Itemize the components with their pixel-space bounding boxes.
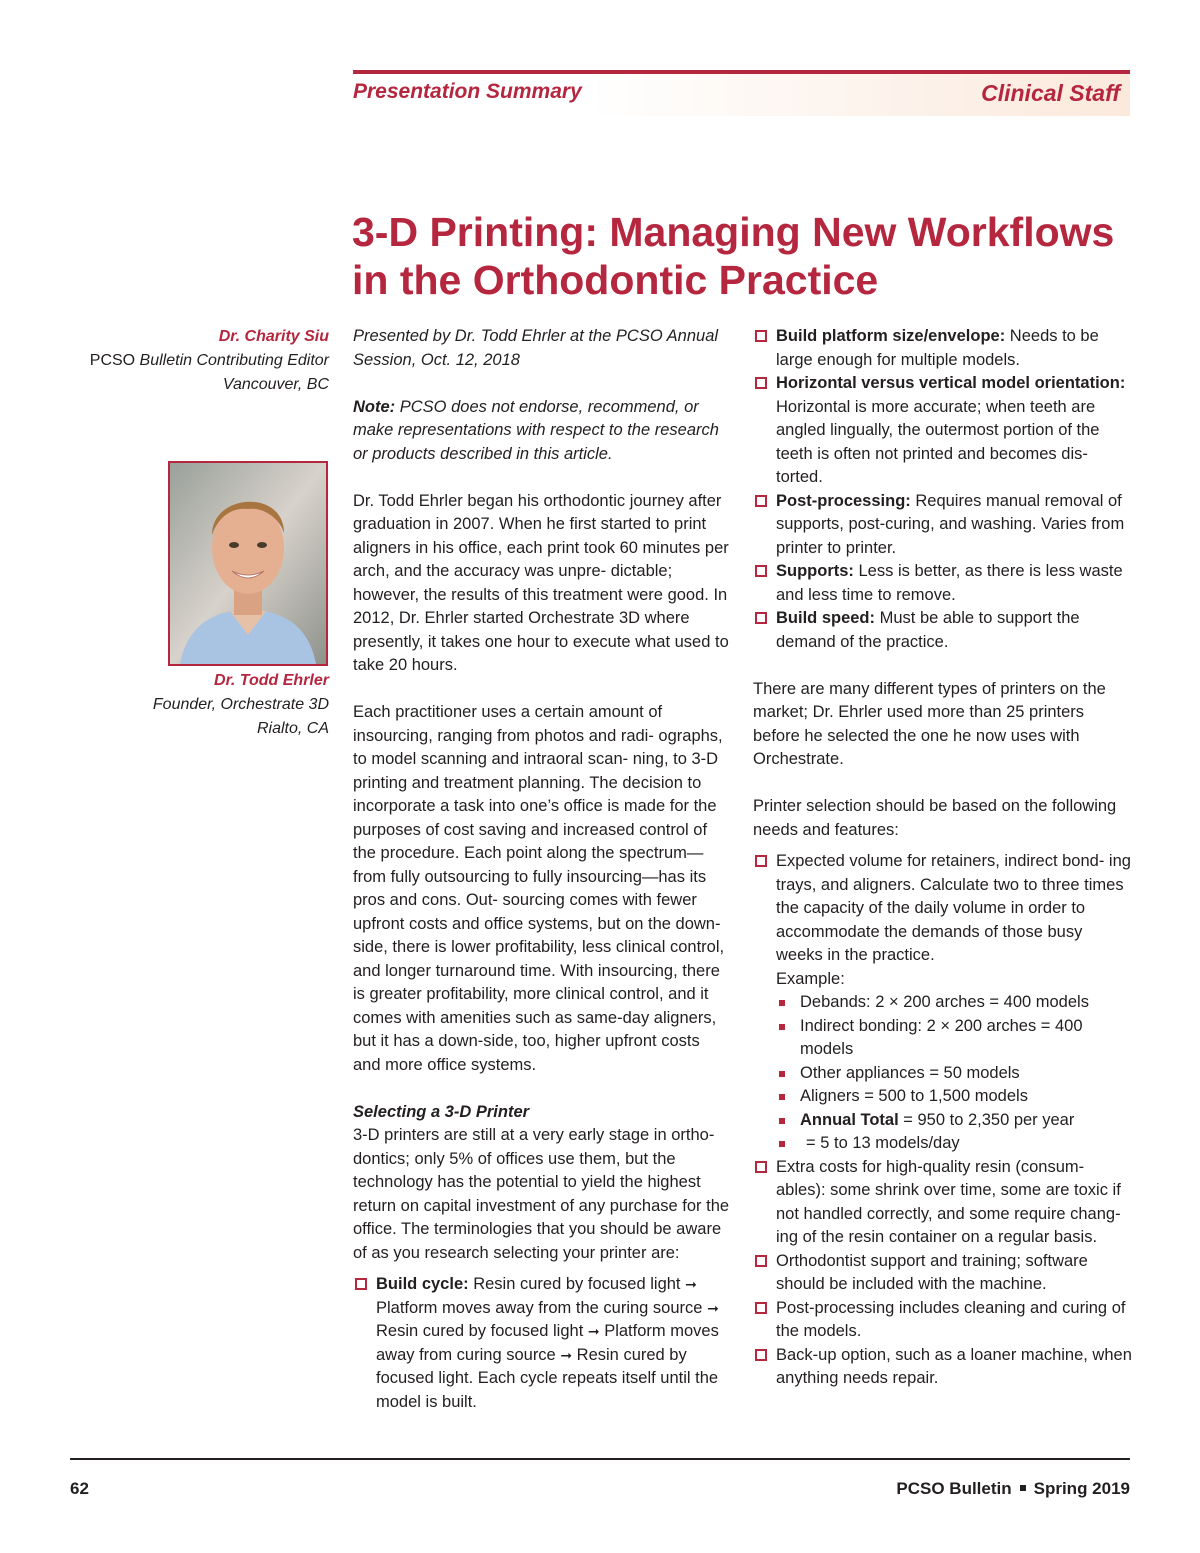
list-item: Build cycle: Resin cured by focused light ➞ Platform moves away from the curing source ➞ Resin cured by focused light ➞ Platform moves away from curing source ➞ Resin cured by focused light. Each cycle repeats itself until the model is built. bbox=[353, 1273, 731, 1414]
square-bullet-icon bbox=[779, 1118, 785, 1124]
column-left bbox=[353, 325, 731, 1414]
presented-by: Presented by Dr. Todd Ehrler at the PCSO Annual Session, Oct. 12, 2018 bbox=[353, 327, 719, 369]
arrow-right-icon: ➞ bbox=[685, 1276, 697, 1292]
square-bullet-icon bbox=[779, 1024, 785, 1030]
list-item: Build platform size/envelope: Needs to be large enough for multiple models. bbox=[753, 325, 1133, 372]
build-cycle-list bbox=[353, 1273, 731, 1414]
needs-list bbox=[753, 850, 1133, 1391]
author-location: Vancouver, BC bbox=[222, 376, 329, 393]
issue-date: Spring 2019 bbox=[1033, 1479, 1130, 1498]
publication-info bbox=[896, 1479, 1130, 1499]
sublist-item: Debands: 2 × 200 arches = 400 models bbox=[776, 991, 1133, 1015]
presenter-location: Rialto, CA bbox=[256, 720, 329, 737]
section-label: Presentation Summary bbox=[353, 80, 582, 103]
checkbox-bullet-icon bbox=[755, 1302, 767, 1314]
sublist-item: Annual Total = 950 to 2,350 per year bbox=[776, 1109, 1133, 1133]
checkbox-bullet-icon bbox=[755, 330, 767, 342]
square-bullet-icon bbox=[779, 1094, 785, 1100]
square-separator-icon bbox=[1020, 1485, 1026, 1491]
page-number: 62 bbox=[70, 1479, 89, 1498]
article-title bbox=[352, 208, 1142, 304]
category-label: Clinical Staff bbox=[981, 80, 1120, 106]
insourcing-paragraph: Each practitioner uses a certain amount of insourcing, ranging from photos and radi- ographs, to model scanning and intraoral scan- ning, to 3-D printing and treatment planning. The decision to incorporate a task into one’s office is made for the purposes of cost saving and increased control of the procedure. Each point along the spectrum—from fully outsourcing to fully insourcing—has its pros and cons. Out- sourcing comes with fewer upfront costs and office systems, but on the down-side, there is lower profitability, less clinical control, and longer turnaround time. With insourcing, there is greater profitability, more clinical control, and it comes with amenities such as same-day aligners, but it has a down-side, too, higher upfront costs and more office systems. bbox=[353, 703, 725, 1074]
terminology-list bbox=[753, 325, 1133, 654]
arrow-right-icon: ➞ bbox=[587, 1323, 600, 1339]
list-item: Build speed: Must be able to support the demand of the practice. bbox=[753, 607, 1133, 654]
square-bullet-icon bbox=[779, 1071, 785, 1077]
title-line-2: in the Orthodontic Practice bbox=[352, 257, 879, 303]
presenter-name: Dr. Todd Ehrler bbox=[214, 672, 329, 689]
list-item: Orthodontist support and training; software should be included with the machine. bbox=[753, 1250, 1133, 1297]
footer-rule bbox=[70, 1458, 1130, 1460]
checkbox-bullet-icon bbox=[755, 612, 767, 624]
arrow-right-icon: ➞ bbox=[560, 1346, 573, 1363]
example-label: Example: bbox=[776, 969, 845, 988]
checkbox-bullet-icon bbox=[355, 1278, 367, 1290]
title-line-1: 3-D Printing: Managing New Workflows bbox=[352, 209, 1115, 255]
author-name: Dr. Charity Siu bbox=[218, 328, 329, 345]
disclaimer-note: Note: PCSO does not endorse, recommend, or make representations with respect to the research or products described in this article. bbox=[353, 397, 719, 463]
intro-paragraph: Dr. Todd Ehrler began his orthodontic journey after graduation in 2007. When he first started to print aligners in his office, each print took 60 minutes per arch, and the accuracy was unpre- dictable; however, the results of this treatment were good. In 2012, Dr. Ehrler started Orchestrate 3D where presently, it takes one hour to execute what used to take 20 hours. bbox=[353, 491, 729, 674]
list-item: Supports: Less is better, as there is less waste and less time to remove. bbox=[753, 560, 1133, 607]
sublist-item: Indirect bonding: 2 × 200 arches = 400 models bbox=[776, 1015, 1133, 1062]
selection-paragraph: 3-D printers are still at a very early stage in ortho- dontics; only 5% of offices use them, but the technology has the potential to yield the highest return on capital investment of any purchase for the office. The terminologies that you should be aware of as you research selecting your printer are: bbox=[353, 1126, 730, 1262]
printers-paragraph: There are many different types of printers on the market; Dr. Ehrler used more than 25 printers before he selected the one he now uses with Orchestrate. bbox=[753, 679, 1106, 768]
author-role: PCSO Bulletin Contributing Editor bbox=[89, 352, 329, 369]
list-item: Expected volume for retainers, indirect bond- ing trays, and aligners. Calculate two to three times the capacity of the daily volume in order to accommodate the demands of those busy weeks in the practice. Example: Debands: 2 × 200 arches = 400 models Indirect bonding: 2 × 200 arches = 400 models Other appliances = 50 models Aligners = 500 to 1,500 models Annual Total = 950 to 2,350 per year = 5 to 13 models/day bbox=[753, 850, 1133, 1156]
presenter-role: Founder, Orchestrate 3D bbox=[152, 696, 329, 713]
checkbox-bullet-icon bbox=[755, 495, 767, 507]
presenter-photo bbox=[168, 461, 328, 666]
sublist-item: Other appliances = 50 models bbox=[776, 1062, 1133, 1086]
example-list bbox=[776, 991, 1133, 1156]
column-right bbox=[753, 325, 1133, 1391]
checkbox-bullet-icon bbox=[755, 1349, 767, 1361]
square-bullet-icon bbox=[779, 1141, 785, 1147]
checkbox-bullet-icon bbox=[755, 565, 767, 577]
portrait-image bbox=[170, 463, 326, 664]
presenter-block bbox=[153, 669, 329, 741]
checkbox-bullet-icon bbox=[755, 377, 767, 389]
square-bullet-icon bbox=[779, 1000, 785, 1006]
sublist-item: = 5 to 13 models/day bbox=[776, 1132, 1133, 1156]
checkbox-bullet-icon bbox=[755, 1255, 767, 1267]
list-item: Post-processing: Requires manual removal of supports, post-curing, and washing. Varies from printer to printer. bbox=[753, 490, 1133, 561]
list-item: Post-processing includes cleaning and curing of the models. bbox=[753, 1297, 1133, 1344]
checkbox-bullet-icon bbox=[755, 1161, 767, 1173]
list-item: Horizontal versus vertical model orientation: Horizontal is more accurate; when teeth are angled lingually, the outermost portion of the teeth is often not printed and becomes dis- torted. bbox=[753, 372, 1133, 490]
sublist-item: Aligners = 500 to 1,500 models bbox=[776, 1085, 1133, 1109]
arrow-right-icon: ➞ bbox=[707, 1299, 719, 1316]
author-block bbox=[90, 325, 329, 397]
publication-name: PCSO Bulletin bbox=[896, 1479, 1012, 1498]
section-subheading: Selecting a 3-D Printer bbox=[353, 1102, 530, 1121]
list-item: Extra costs for high-quality resin (consum- ables): some shrink over time, some are toxic if not handled correctly, and some require chang- ing of the resin container on a regular basis. bbox=[753, 1156, 1133, 1250]
list-item: Back-up option, such as a loaner machine, when anything needs repair. bbox=[753, 1344, 1133, 1391]
selection-criteria-paragraph: Printer selection should be based on the following needs and features: bbox=[753, 797, 1117, 839]
checkbox-bullet-icon bbox=[755, 855, 767, 867]
